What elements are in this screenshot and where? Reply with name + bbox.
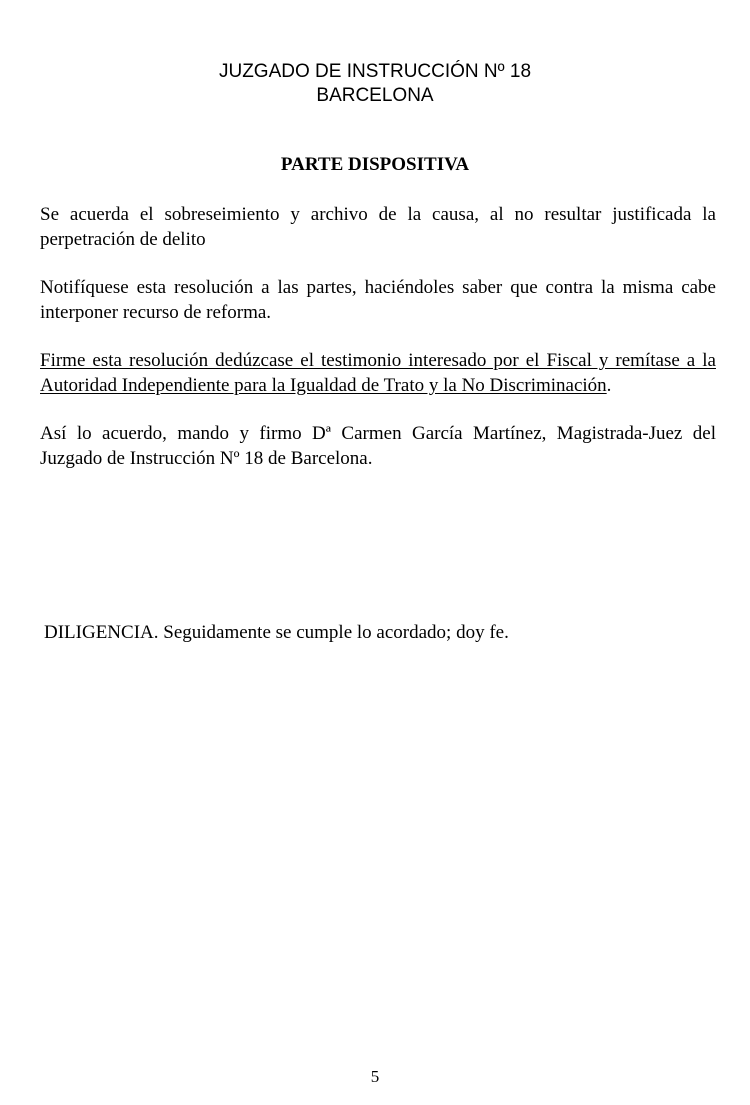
paragraph-testimony-tail: .	[606, 375, 612, 396]
paragraph-dismissal: Se acuerda el sobreseimiento y archivo de la causa, al no resultar justificada la perpetración de delito	[40, 204, 716, 250]
paragraph-testimony	[40, 348, 716, 398]
paragraph-signature: Así lo acuerdo, mando y firmo Dª Carmen García Martínez, Magistrada-Juez del Juzgado de Instrucción Nº 18 de Barcelona.	[40, 423, 716, 469]
paragraph-notification: Notifíquese esta resolución a las partes, haciéndoles saber que contra la misma cabe interponer recurso de reforma.	[40, 277, 716, 323]
paragraph-testimony-underlined: Firme esta resolución dedúzcase el testimonio interesado por el Fiscal y remítase a la Autoridad Independiente para la Igualdad de Trato y la No Discriminación	[40, 350, 716, 396]
diligencia-note: DILIGENCIA. Seguidamente se cumple lo acordado; doy fe.	[44, 622, 509, 643]
court-city: BARCELONA	[316, 85, 434, 106]
section-title: PARTE DISPOSITIVA	[280, 154, 470, 175]
court-name: JUZGADO DE INSTRUCCIÓN Nº 18	[218, 61, 532, 82]
page-number: 5	[370, 1067, 380, 1086]
court-header	[0, 60, 750, 108]
